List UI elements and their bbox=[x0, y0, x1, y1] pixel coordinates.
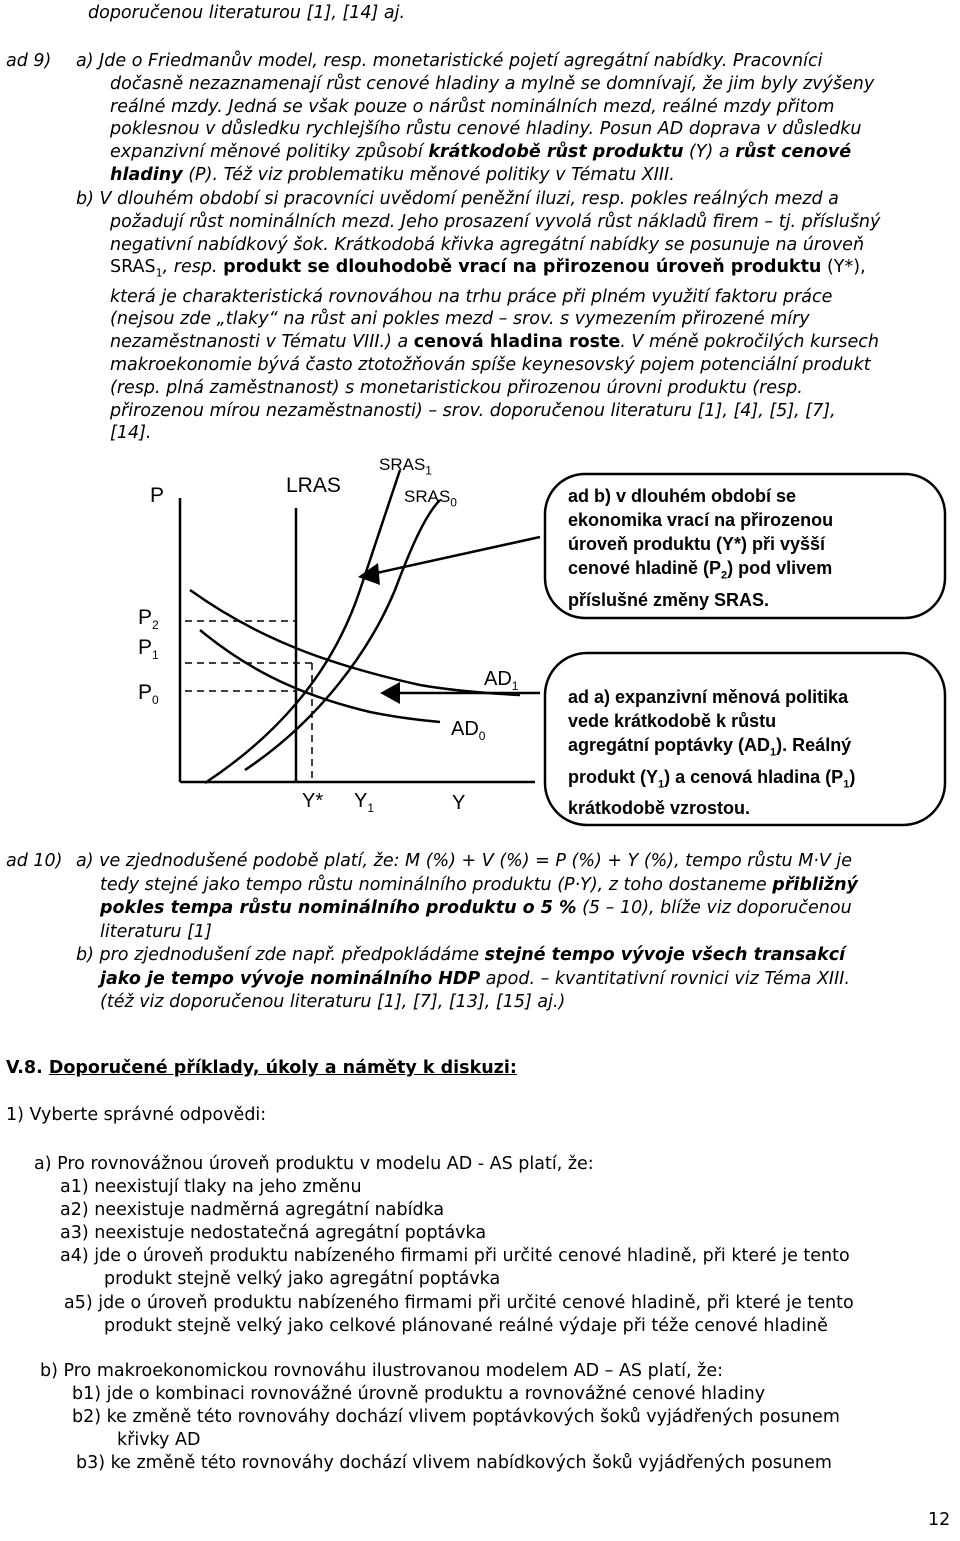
ad10-line: pokles tempa růstu nominálního produktu o 5 % (5 – 10), blíže viz doporučenou bbox=[100, 898, 852, 918]
sras1-curve bbox=[205, 470, 400, 783]
y1-label: $Y_1$ bbox=[354, 790, 375, 815]
ad0-label: $AD_0$ bbox=[451, 718, 486, 743]
sras0-label: $SRAS_0$ bbox=[404, 487, 457, 510]
ad9-label: ad 9) bbox=[6, 51, 52, 71]
answer-a3: a3) neexistuje nedostatečná agregátní poptávka bbox=[60, 1223, 487, 1243]
question-1-title: 1) Vyberte správné odpovědi: bbox=[6, 1105, 267, 1125]
ad9-a-line: expanzivní měnové politiky způsobí krátkodobě růst produktu (Y) a růst cenové bbox=[110, 142, 852, 163]
ad9-b-line: makroekonomie bývá často ztotožňován spíše keynesovský pojem potenciální produkt bbox=[110, 355, 871, 376]
p2-label: $P_2$ bbox=[138, 606, 159, 633]
answer-a5-cont: produkt stejně velký jako celkové plánované reálné výdaje při téže cenové hladině bbox=[104, 1316, 828, 1336]
ad9-a-line: poklesnou v důsledku rychlejšího růstu cenové hladiny. Posun AD doprava v důsledku bbox=[110, 119, 862, 140]
answer-b1: b1) jde o kombinaci rovnovážné úrovně produktu a rovnovážné cenové hladiny bbox=[72, 1384, 766, 1404]
axis-y-label: Y bbox=[452, 792, 466, 814]
ad10-line: literaturu [1] bbox=[100, 921, 212, 942]
ad0-curve bbox=[200, 630, 440, 722]
bubble-b-arrow bbox=[372, 537, 540, 574]
answer-b3: b3) ke změně této rovnováhy dochází vlivem nabídkových šoků vyjádřených posunem bbox=[76, 1453, 832, 1473]
ad10-line: tedy stejné jako tempo růstu nominálního produktu (P·Y), z toho dostaneme přibližný bbox=[100, 874, 858, 895]
top-line: doporučenou literaturou [1], [14] aj. bbox=[88, 3, 406, 23]
ad10-line: a) ve zjednodušené podobě platí, že: M (%) + V (%) = P (%) + Y (%), tempo růstu M·V je bbox=[76, 851, 853, 871]
ad9-b-line: [14]. bbox=[110, 423, 152, 444]
ad9-a-line: reálné mzdy. Jedná se však pouze o nárůst nominálních mezd, reálné mzdy přitom bbox=[110, 96, 835, 117]
ad9-a-line: dočasně nezaznamenají růst cenové hladiny a mylně se domnívají, že jim byly zvýšeny bbox=[110, 73, 875, 94]
lras-label: LRAS bbox=[286, 474, 341, 497]
answer-a4-cont: produkt stejně velký jako agregátní poptávka bbox=[104, 1269, 501, 1289]
ad9-b-line: (resp. plná zaměstnanost) s monetaristickou přirozenou úrovni produktu (resp. bbox=[110, 377, 803, 398]
ad9-b-line: přirozenou mírou nezaměstnanosti) – srov. doporučenou literaturu [1], [4], [5], [7], bbox=[110, 400, 836, 421]
ad10-paragraph bbox=[76, 850, 956, 1015]
ad10-line: jako je tempo vývoje nominálního HDP apod. – kvantitativní rovnici viz Téma XIII. bbox=[100, 968, 850, 989]
answer-b2-cont: křivky AD bbox=[117, 1430, 201, 1450]
answer-a4: a4) jde o úroveň produktu nabízeného firmami při určité cenové hladině, při které je tento bbox=[60, 1246, 850, 1266]
ad10-label: ad 10) bbox=[6, 851, 63, 871]
answer-a2: a2) neexistuje nadměrná agregátní nabídka bbox=[60, 1200, 445, 1220]
bubble-a-text: ad a) expanzivní měnová politika vede krátkodobě k růstu agregátní poptávky $(AD_1)$. Reálný produkt $(Y_1)$ a cenová hladina $(P_1)$ krátkodobě vzrostou. bbox=[568, 687, 856, 819]
answer-b2: b2) ke změně této rovnováhy dochází vlivem poptávkových šoků vyjádřených posunem bbox=[72, 1407, 840, 1427]
ad9-b-line: nezaměstnanosti v Tématu VIII.) a cenová hladina roste. V méně pokročilých kursech bbox=[110, 332, 880, 353]
section-heading: V.8. Doporučené příklady, úkoly a náměty k diskuzi: bbox=[6, 1058, 517, 1078]
bubble-b-text: ad b) v dlouhém období se ekonomika vrací na přirozenou úroveň produktu (Y*) při vyšší cenové hladině $(P_2)$ pod vlivem příslušné změny SRAS. bbox=[568, 486, 834, 610]
ad9-a-line: hladiny (P). Též viz problematiku měnové politiky v Tématu XIII. bbox=[110, 164, 675, 185]
p0-label: $P_0$ bbox=[138, 681, 159, 708]
ad10-line: b) pro zjednodušení zde např. předpokládáme stejné tempo vývoje všech transakcí bbox=[76, 945, 846, 965]
page-number: 12 bbox=[928, 1510, 951, 1530]
axis-p-label: P bbox=[150, 484, 165, 507]
ad9-b-line: která je charakteristická rovnováhou na trhu práce při plném využití faktoru práce bbox=[110, 286, 833, 307]
ad9-b-line: (nejsou zde „tlaky“ na růst ani pokles mezd – srov. s vymezením přirozené míry bbox=[110, 309, 810, 330]
ad9-b-line: $SRAS_1$, resp. produkt se dlouhodobě vrací na přirozenou úroveň produktu (Y*), bbox=[110, 257, 866, 280]
ad9-b-line: požadují růst nominálních mezd. Jeho prosazení vyvolá růst nákladů firem – tj. příslušný bbox=[110, 211, 881, 232]
sras1-label: $SRAS_1$ bbox=[379, 455, 432, 478]
ad9-b-line: negativní nabídkový šok. Krátkodobá křivka agregátní nabídky se posunuje na úroveň bbox=[110, 234, 865, 255]
answer-a5: a5) jde o úroveň produktu nabízeného firmami při určité cenové hladině, při které je tento bbox=[64, 1293, 854, 1313]
arrowhead-icon bbox=[380, 682, 400, 704]
question-a-title: a) Pro rovnovážnou úroveň produktu v modelu AD - AS platí, že: bbox=[34, 1154, 594, 1174]
ad9-a-line: a) Jde o Friedmanův model, resp. monetaristické pojetí agregátní nabídky. Pracovníci bbox=[76, 51, 823, 71]
ad1-label: $AD_1$ bbox=[484, 668, 519, 693]
question-b-title: b) Pro makroekonomickou rovnováhu ilustrovanou modelem AD – AS platí, že: bbox=[40, 1361, 723, 1381]
ystar-label: Y* bbox=[302, 790, 324, 812]
p1-label: $P_1$ bbox=[138, 636, 159, 663]
ad9-b-line: b) V dlouhém období si pracovníci uvědomí peněžní iluzi, resp. pokles reálných mezd a bbox=[76, 189, 839, 209]
answer-a1: a1) neexistují tlaky na jeho změnu bbox=[60, 1177, 362, 1197]
ad10-line: (též viz doporučenou literaturu [1], [7], [13], [15] aj.) bbox=[100, 992, 566, 1012]
